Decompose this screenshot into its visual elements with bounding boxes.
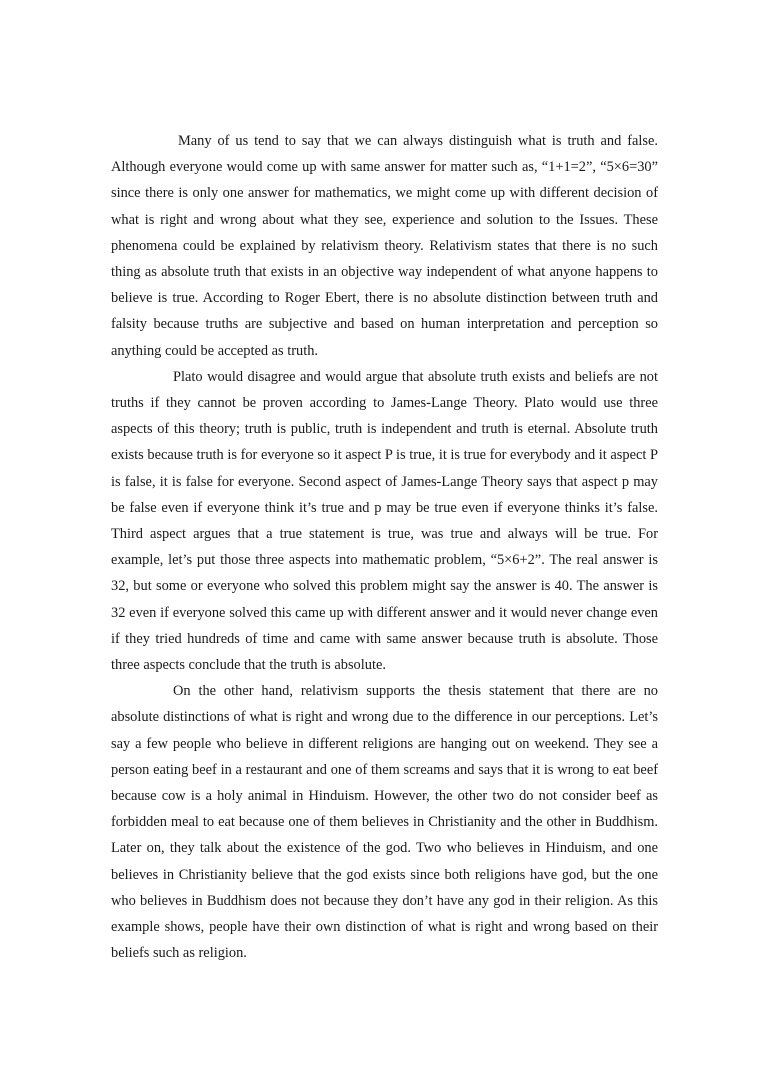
paragraph-2: Plato would disagree and would argue that absolute truth exists and beliefs are not truths if they cannot be proven according to James-Lange Theory. Plato would use three aspects of this theory; truth is public, truth is independent and truth is eternal. Absolute truth exists because truth is for everyone so it aspect P is true, it is true for everybody and it aspect P is false, it is false for everyone. Second aspect of James-Lange Theory says that aspect p may be false even if everyone think it’s true and p may be true even if everyone thinks it’s false. Third aspect argues that a true statement is true, was true and always will be true. For example, let’s put those three aspects into mathematic problem, “5×6+2”. The real answer is 32, but some or everyone who solved this problem might say the answer is 40. The answer is 32 even if everyone solved this came up with different answer and it would never change even if they tried hundreds of time and came with same answer because truth is absolute. Those three aspects conclude that the truth is absolute. — [111, 368, 658, 674]
essay-body — [111, 128, 658, 967]
paragraph-1: Many of us tend to say that we can always distinguish what is truth and false. Although everyone would come up with same answer for matter such as, “1+1=2”, “5×6=30” since there is only one answer for mathematics, we might come up with different decision of what is right and wrong about what they see, experience and solution to the Issues. These phenomena could be explained by relativism theory. Relativism states that there is no such thing as absolute truth that exists in an objective way independent of what anyone happens to believe is true. According to Roger Ebert, there is no absolute distinction between truth and falsity because truths are subjective and based on human interpretation and perception so anything could be accepted as truth. — [111, 133, 658, 359]
paragraph-3: On the other hand, relativism supports the thesis statement that there are no absolute distinctions of what is right and wrong due to the difference in our perceptions. Let’s say a few people who believe in different religions are hanging out on weekend. They see a person eating beef in a restaurant and one of them screams and says that it is wrong to eat beef because cow is a holy animal in Hinduism. However, the other two do not consider beef as forbidden meal to eat because one of them believes in Christianity and the other in Buddhism. Later on, they talk about the existence of the god. Two who believes in Hinduism, and one believes in Christianity believe that the god exists since both religions have god, but the one who believes in Buddhism does not because they don’t have any god in their religion. As this example shows, people have their own distinction of what is right and wrong based on their beliefs such as religion. — [111, 683, 658, 962]
